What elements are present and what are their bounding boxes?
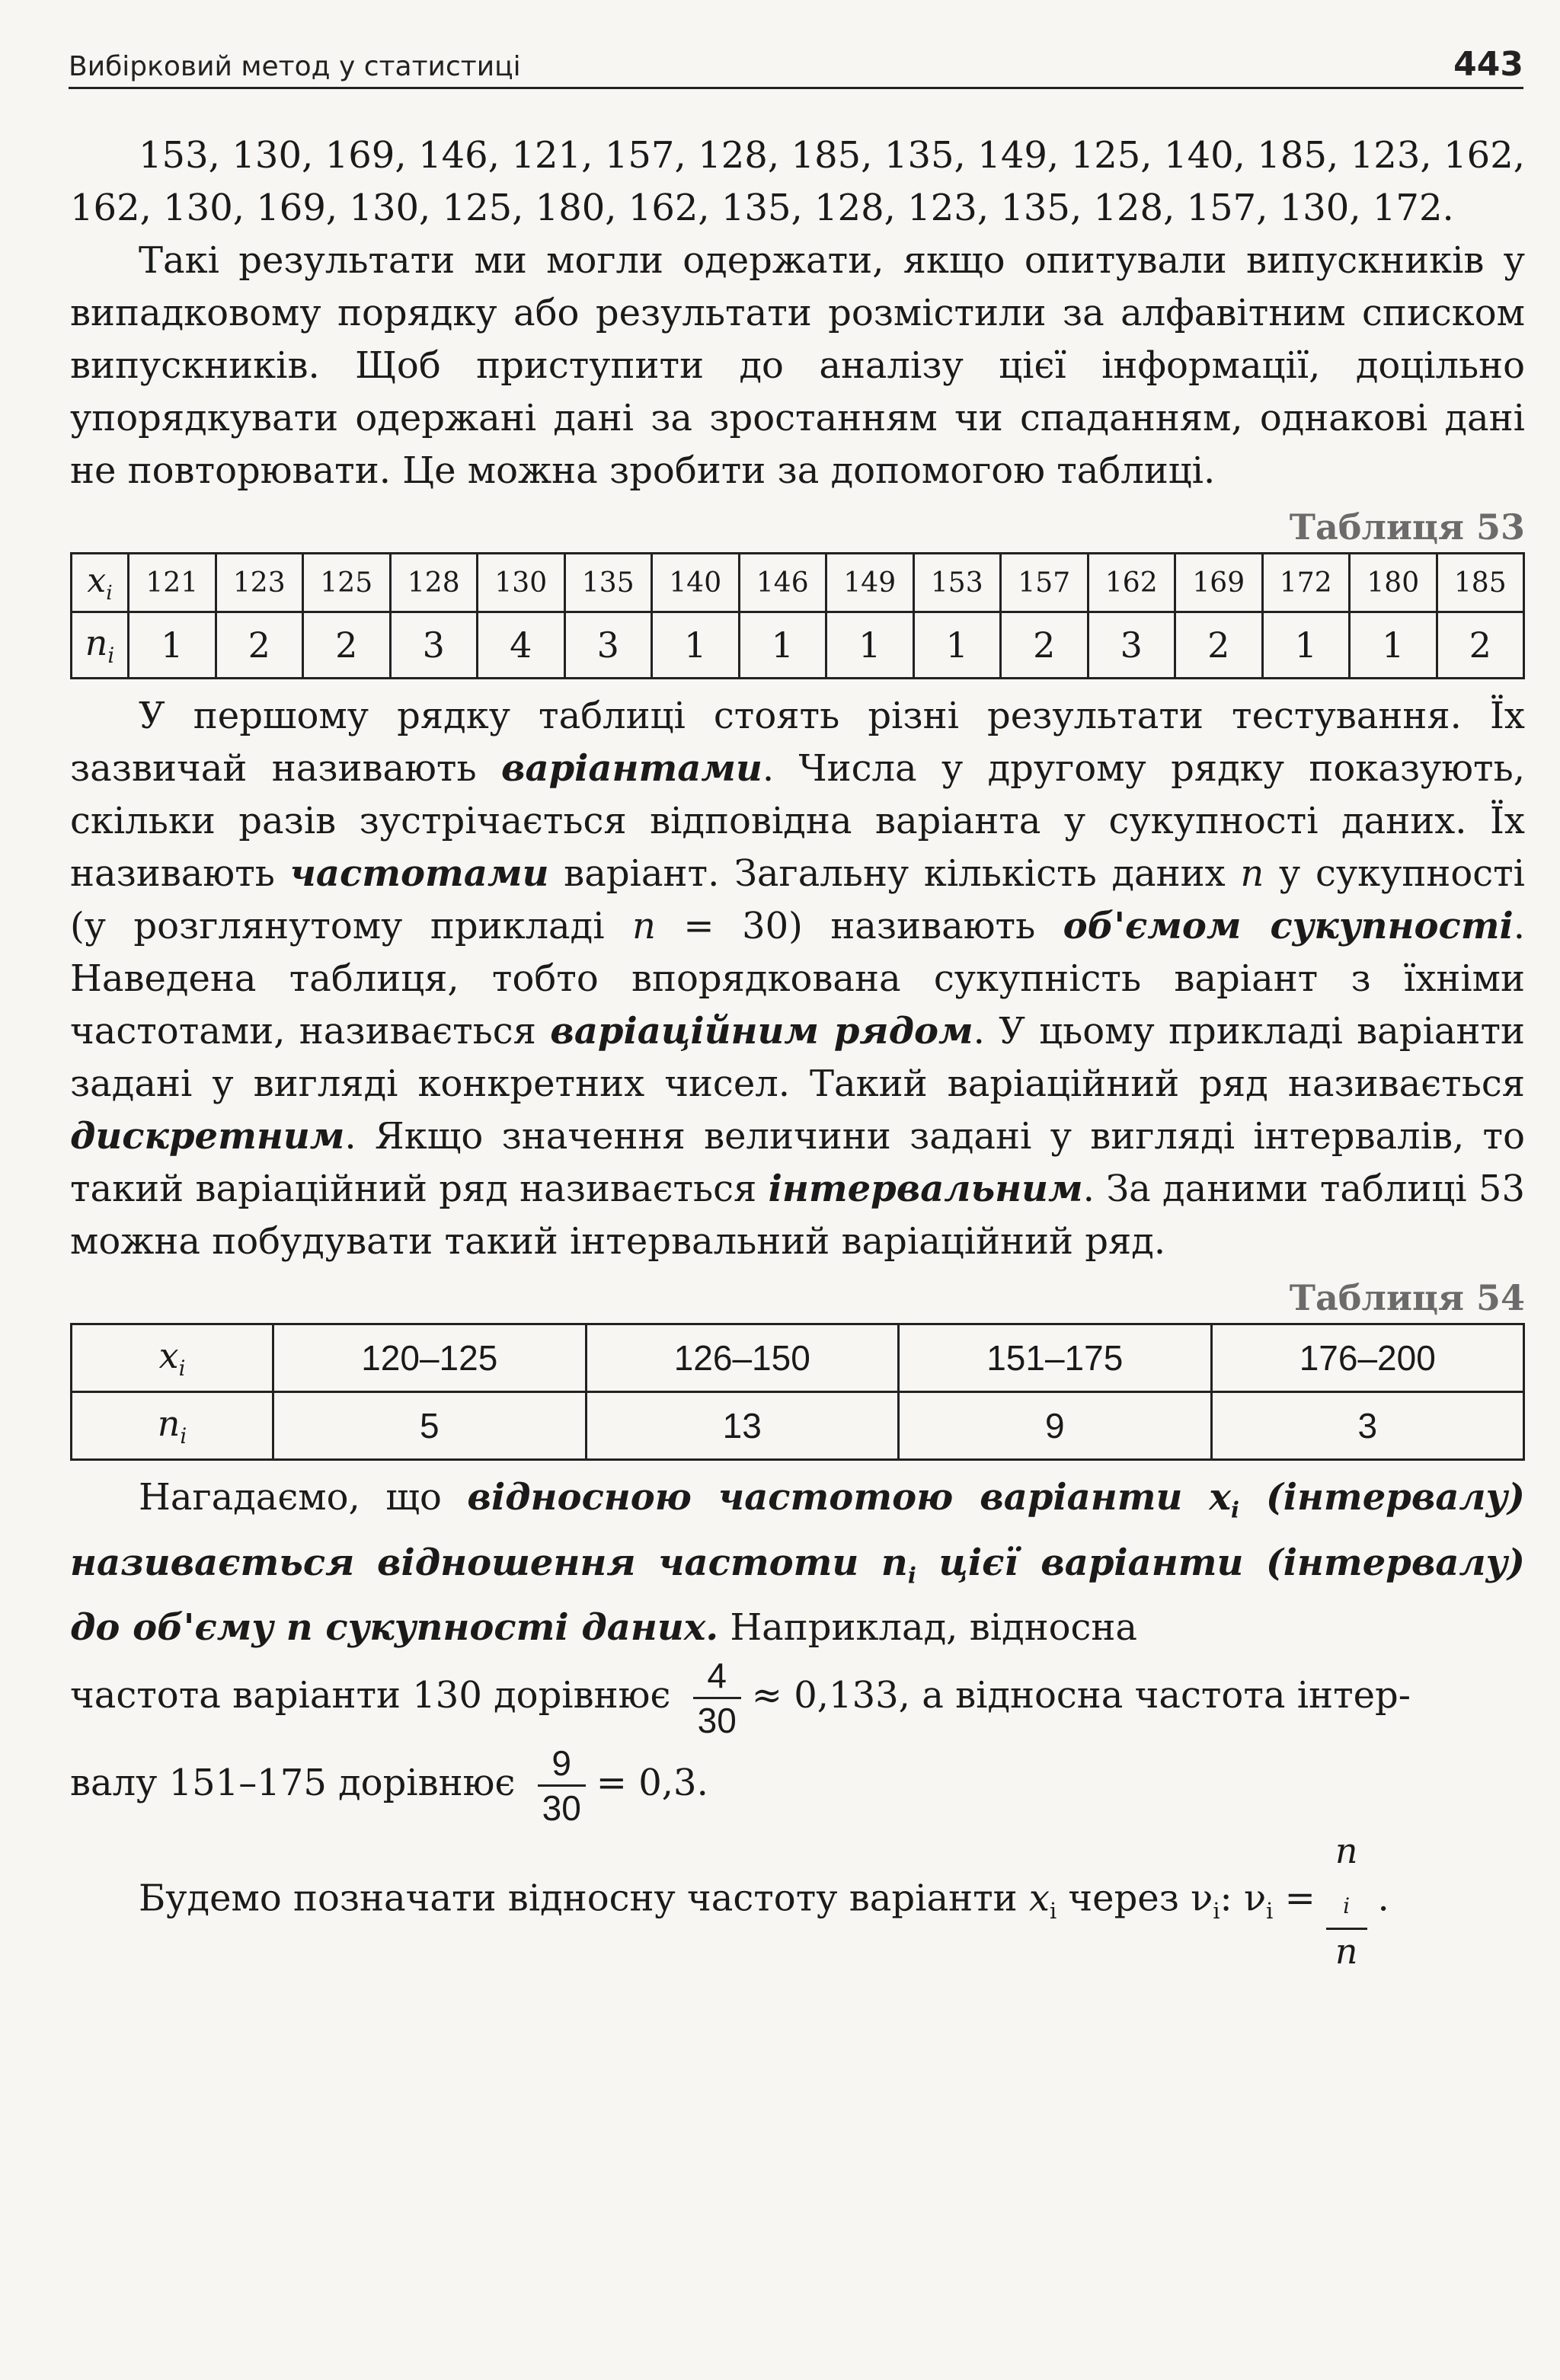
term-variants: варіантами (500, 747, 762, 790)
frequency-cell: 3 (1088, 612, 1175, 679)
term-interval: інтервальним (768, 1168, 1083, 1210)
term-variation-series: варіаційним рядом (550, 1010, 973, 1053)
variant-cell: 169 (1175, 554, 1263, 612)
interval-cell: 151–175 (899, 1324, 1212, 1392)
relative-frequency-paragraph: Нагадаємо, що відносною частотою варіанти $x_i$ (інтервалу) називається відношення частоти $n_i$ цієї варіанти (інтервалу) до об'єму n сукупності даних. Наприклад, відносна (70, 1476, 1525, 1650)
fraction-4-30: $\frac{4}{30}$ (693, 1654, 741, 1742)
table-54 (70, 1323, 1525, 1461)
variant-cell: 185 (1437, 554, 1524, 612)
frequency-cell: 1 (826, 612, 914, 679)
variant-cell: 130 (478, 554, 565, 612)
frequency-cell: 13 (586, 1392, 899, 1460)
page-number: 443 (1453, 45, 1523, 84)
frequency-cell: 2 (1437, 612, 1524, 679)
frequency-cell: 3 (564, 612, 652, 679)
frequency-cell: 9 (899, 1392, 1212, 1460)
frequency-cell: 1 (913, 612, 1001, 679)
term-discrete: дискретним (70, 1115, 345, 1158)
variant-cell: 157 (1001, 554, 1088, 612)
interval-cell: 176–200 (1211, 1324, 1524, 1392)
frequency-cell: 4 (478, 612, 565, 679)
fraction-ni-n: n $_i$ n (1326, 1829, 1367, 1973)
variant-cell: 162 (1088, 554, 1175, 612)
frequency-cell: 1 (739, 612, 826, 679)
variant-cell: 125 (303, 554, 391, 612)
frequency-cell: 5 (273, 1392, 587, 1460)
interval-frequencies-row (72, 1392, 1524, 1460)
variant-cell: 153 (913, 554, 1001, 612)
interval-cell: 120–125 (273, 1324, 587, 1392)
frequency-cell: 1 (129, 612, 216, 679)
variant-cell: 128 (390, 554, 478, 612)
table-53-caption: Таблиця 53 (1289, 506, 1525, 548)
page-body (70, 129, 1525, 1973)
term-population-size: об'ємом сукупності (1063, 905, 1514, 947)
table-53 (70, 552, 1525, 679)
page-header (69, 40, 1523, 89)
frequency-cell: 3 (1211, 1392, 1524, 1460)
running-title: Вибірковий метод у статистиці (69, 51, 521, 82)
relative-frequency-definition: відносною частотою варіанти $x_i$ (інтервалу) називається відношення частоти $n_i$ цієї варіанти (інтервалу) до об'єму n сукупності даних. (70, 1476, 1525, 1650)
frequency-cell: 2 (1001, 612, 1088, 679)
variant-cell: 180 (1350, 554, 1437, 612)
variant-cell: 140 (652, 554, 740, 612)
frequency-cell: 1 (652, 612, 740, 679)
variant-cell: 121 (129, 554, 216, 612)
frequency-cell: 3 (390, 612, 478, 679)
frequency-cell: 1 (1262, 612, 1350, 679)
variants-row (72, 554, 1524, 612)
row-label-x: $x_i$ (72, 554, 129, 612)
variant-cell: 146 (739, 554, 826, 612)
frequency-cell: 2 (1175, 612, 1263, 679)
fraction-9-30: $\frac{9}{30}$ (538, 1742, 586, 1829)
variant-cell: 149 (826, 554, 914, 612)
table-54-caption: Таблиця 54 (1289, 1277, 1525, 1318)
variant-cell: 135 (564, 554, 652, 612)
variant-cell: 123 (216, 554, 303, 612)
frequency-cell: 1 (1350, 612, 1437, 679)
term-frequencies: частотами (289, 852, 549, 895)
row-label-n: $n_i$ (72, 1392, 273, 1460)
row-label-n: $n_i$ (72, 612, 129, 679)
variation-series-paragraph: У першому рядку таблиці стоять різні результати тестування. Їх зазвичай називають варіантами. Числа у другому рядку показують, скільки разів зустрічається відповідна варіанта у сукупності даних. Їх називають частотами варіант. Загальну кількість даних n у сукупності (у розглянутому прикладі n = 30) називають об'ємом сукупності. Наведена таблиця, тобто впорядкована сукупність варіант з їхніми частотами, називається варіаційним рядом. У цьому прикладі варіанти задані у вигляді конкретних чисел. Такий варіаційний ряд називається дискретним. Якщо значення величини задані у вигляді інтервалів, то такий варіаційний ряд називається інтервальним. За даними таблиці 53 можна побудувати такий інтервальний варіаційний ряд. (70, 695, 1526, 1263)
frequency-cell: 2 (216, 612, 303, 679)
frequency-cell: 2 (303, 612, 391, 679)
formula-line-151-175: валу 151–175 дорівнює $\frac{9}{30}$ = 0,3. (70, 1743, 708, 1829)
formula-line-130: частота варіанти 130 дорівнює $\frac{4}{30}$ ≈ 0,133, а відносна частота інтер- (70, 1656, 1411, 1741)
intervals-row (72, 1324, 1524, 1392)
intro-paragraph: Такі результати ми могли одержати, якщо опитували випускників у випадковому порядку або результати розмістили за алфавітним списком випускників. Щоб приступити до аналізу цієї інформації, доцільно упорядкувати одержані дані за зростанням чи спаданням, однакові дані не повторювати. Це можна зробити за допомогою таблиці. (70, 239, 1525, 492)
formula-line-notation: Будемо позначати відносну частоту варіанти $x_i$ через $\nu_i$: $\nu_i$ = n $_i$ n . (139, 1830, 1389, 1973)
data-list-paragraph: 153, 130, 169, 146, 121, 157, 128, 185, 135, 149, 125, 140, 185, 123, 162, 162, 130, 169, 130, 125, 180, 162, 135, 128, 123, 135, 128, 157, 130, 172. (70, 134, 1525, 229)
row-label-x: $x_i$ (72, 1324, 273, 1392)
variant-cell: 172 (1262, 554, 1350, 612)
interval-cell: 126–150 (586, 1324, 899, 1392)
frequencies-row (72, 612, 1524, 679)
